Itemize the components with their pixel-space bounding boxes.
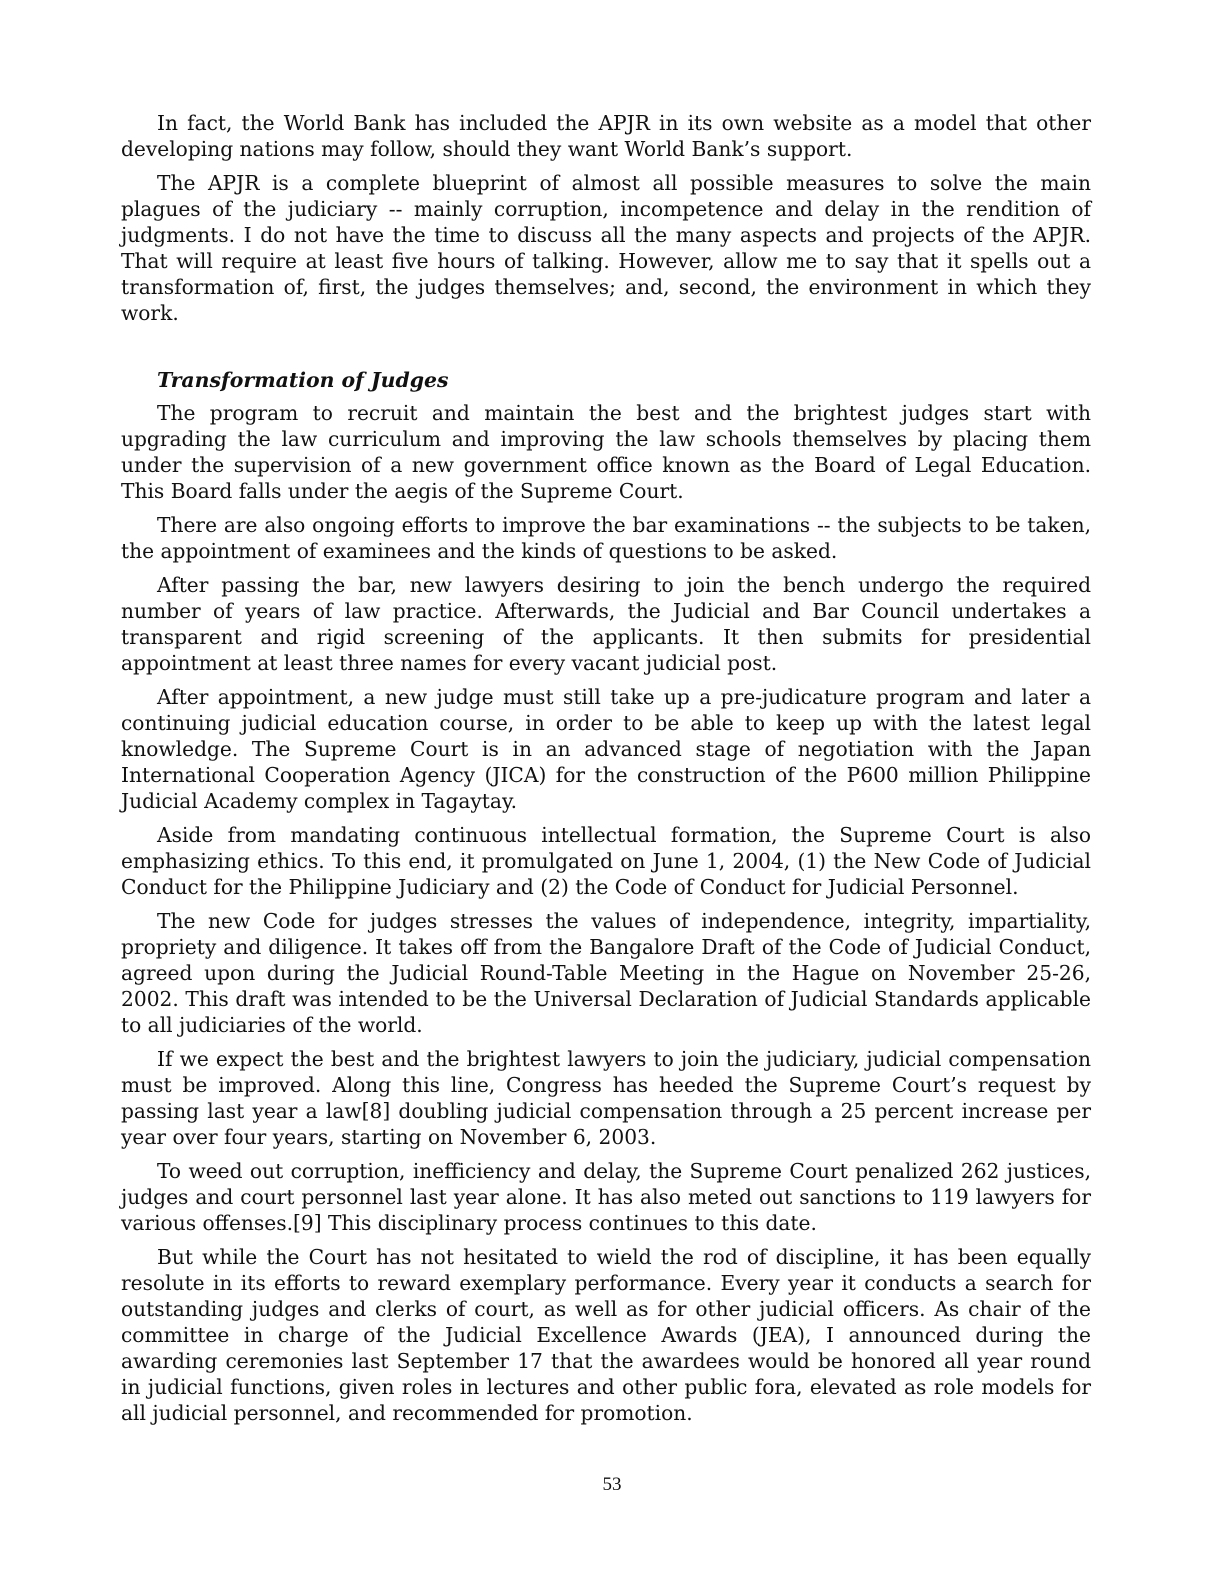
paragraph-judicial-academy: After appointment, a new judge must still take up a pre-judicature program and later a continuing judicial education course, in order to be able to keep up with the latest legal knowledge. The Supreme Court is in an advanced stage of negotiation with the Japan International Cooperation Agency (JICA) for the construction of the P600 million Philippine Judicial Academy complex in Tagaytay.: [121, 685, 1091, 813]
paragraph-apjr-blueprint: The APJR is a complete blueprint of almost all possible measures to solve the main plagues of the judiciary -- mainly corruption, incompetence and delay in the rendition of judgments. I do not have the time to discuss all the many aspects and projects of the APJR. That will require at least five hours of talking. However, allow me to say that it spells out a transformation of, first, the judges themselves; and, second, the environment in which they work.: [121, 171, 1091, 325]
paragraph-world-bank: In fact, the World Bank has included the APJR in its own website as a model that other developing nations may follow, should they want World Bank’s support.: [121, 111, 1091, 161]
paragraph-judicial-bar-council: After passing the bar, new lawyers desiring to join the bench undergo the required number of years of law practice. Afterwards, the Judicial and Bar Council undertakes a transparent and rigid screening of the applicants. It then submits for presidential appointment at least three names for every vacant judicial post.: [121, 573, 1091, 675]
paragraph-bar-examinations: There are also ongoing efforts to improve the bar examinations -- the subjects to be taken, the appointment of examinees and the kinds of questions to be asked.: [121, 513, 1091, 563]
page-number: 53: [602, 1474, 622, 1495]
paragraph-ethics: Aside from mandating continuous intellectual formation, the Supreme Court is also emphasizing ethics. To this end, it promulgated on June 1, 2004, (1) the New Code of Judicial Conduct for the Philippine Judiciary and (2) the Code of Conduct for Judicial Personnel.: [121, 823, 1091, 899]
paragraph-new-code: The new Code for judges stresses the values of independence, integrity, impartiality, propriety and diligence. It takes off from the Bangalore Draft of the Code of Judicial Conduct, agreed upon during the Judicial Round-Table Meeting in the Hague on November 25-26, 2002. This draft was intended to be the Universal Declaration of Judicial Standards applicable to all judiciaries of the world.: [121, 909, 1091, 1037]
paragraph-discipline: To weed out corruption, inefficiency and delay, the Supreme Court penalized 262 justices, judges and court personnel last year alone. It has also meted out sanctions to 119 lawyers for various offenses.[9] This disciplinary process continues to this date.: [121, 1159, 1091, 1235]
paragraph-law-curriculum: The program to recruit and maintain the best and the brightest judges start with upgrading the law curriculum and improving the law schools themselves by placing them under the supervision of a new government office known as the Board of Legal Education. This Board falls under the aegis of the Supreme Court.: [121, 401, 1091, 503]
paragraph-excellence-awards: But while the Court has not hesitated to wield the rod of discipline, it has been equally resolute in its efforts to reward exemplary performance. Every year it conducts a search for outstanding judges and clerks of court, as well as for other judicial officers. As chair of the committee in charge of the Judicial Excellence Awards (JEA), I announced during the awarding ceremonies last September 17 that the awardees would be honored all year round in judicial functions, given roles in lectures and other public fora, elevated as role models for all judicial personnel, and recommended for promotion.: [121, 1245, 1091, 1425]
section-heading: Transformation of Judges: [157, 368, 449, 392]
paragraph-compensation: If we expect the best and the brightest lawyers to join the judiciary, judicial compensation must be improved. Along this line, Congress has heeded the Supreme Court’s request by passing last year a law[8] doubling judicial compensation through a 25 percent increase per year over four years, starting on November 6, 2003.: [121, 1047, 1091, 1149]
document-page: [121, 110, 1091, 1434]
